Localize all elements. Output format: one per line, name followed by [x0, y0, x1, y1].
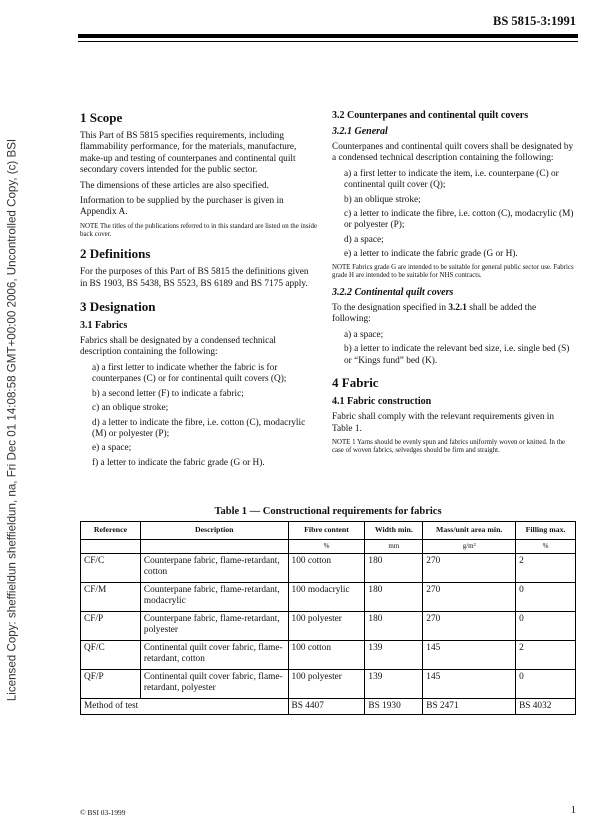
- right-column: [332, 110, 574, 462]
- fabrics-subheading: 3.1 Fabrics: [80, 320, 128, 332]
- list-item: e) a letter to indicate the fabric grade (G or H).: [344, 249, 518, 260]
- column-header: Fibre content: [288, 522, 365, 540]
- requirements-table: [80, 521, 576, 715]
- general-paragraph: Counterpanes and continental quilt covers shall be designated by a condensed technical description containing the following:: [332, 142, 574, 164]
- scope-paragraph-2: The dimensions of these articles are also specified.: [80, 180, 269, 191]
- list-item: a) a first letter to indicate the item, i.e. counterpane (C) or continental quilt cover (Q);: [344, 168, 559, 191]
- table-cell: 270: [423, 554, 516, 583]
- table-cell: 100 cotton: [288, 641, 365, 670]
- column-header: Reference: [81, 522, 141, 540]
- table-cell: 139: [365, 641, 423, 670]
- table-cell: BS 4407: [288, 699, 365, 715]
- list-item: c) a letter to indicate the fibre, i.e. cotton (C), modacrylic (M) or polyester (P);: [344, 209, 574, 231]
- column-header: Mass/unit area min.: [423, 522, 516, 540]
- table-cell: QF/C: [81, 641, 141, 670]
- table-cell: 0: [516, 612, 576, 641]
- watermark-text: Licensed Copy: sheffieldun sheffieldun, na, Fri Dec 01 14:08:58 GMT+00:00 2006, Uncontrolled Copy, (c) BSI: [5, 138, 19, 702]
- list-item: b) a letter to indicate the relevant bed size, i.e. single bed (S) or “Kings fund” bed (K).: [344, 344, 570, 366]
- scope-heading: 1 Scope: [80, 110, 123, 125]
- list-item: b) an oblique stroke;: [344, 194, 421, 205]
- table-cell: BS 2471: [423, 699, 516, 715]
- unit-cell: [81, 540, 141, 554]
- table-row: [81, 641, 576, 670]
- table-cell: Counterpane fabric, flame-retardant, cotton: [140, 554, 288, 583]
- list-item: b) a second letter (F) to indicate a fabric;: [92, 388, 244, 399]
- copyright-footer: © BSI 03-1999: [80, 808, 126, 817]
- column-header: Description: [140, 522, 288, 540]
- document-code: BS 5815-3:1991: [493, 14, 576, 28]
- method-of-test-row: [81, 699, 576, 715]
- list-item: d) a letter to indicate the fibre, i.e. cotton (C), modacrylic (M) or polyester (P);: [92, 417, 306, 439]
- table-cell: 145: [423, 670, 516, 699]
- scope-paragraph-1: This Part of BS 5815 specifies requirements, including flammability performance, for the materials, manufacture, make-up and testing of counterpanes and continental quilt secondary covers intended for the public sector.: [80, 131, 297, 176]
- fabric-heading: 4 Fabric: [332, 375, 379, 391]
- page-number: 1: [570, 805, 576, 816]
- list-item: c) an oblique stroke;: [92, 403, 169, 414]
- covers-heading: 3.2 Counterpanes and continental quilt covers: [332, 110, 529, 121]
- table-header-row: [81, 522, 576, 540]
- unit-cell: %: [288, 540, 365, 554]
- table-cell: Counterpane fabric, flame-retardant, modacrylic: [140, 583, 288, 612]
- scope-paragraph-3: Information to be supplied by the purchaser is given in Appendix A.: [80, 196, 284, 218]
- table-cell: 180: [365, 583, 423, 612]
- table-cell: CF/C: [81, 554, 141, 583]
- header-rule-thick: [78, 34, 578, 38]
- table-cell: Method of test: [81, 699, 289, 715]
- table-cell: 180: [365, 554, 423, 583]
- table-cell: Counterpane fabric, flame-retardant, polyester: [140, 612, 288, 641]
- table-cell: 145: [423, 641, 516, 670]
- fabric-note: NOTE 1 Yarns should be evenly spun and fabrics uniformly woven or knitted. In the case of woven fabrics, selvedges should be firm and straight.: [332, 438, 566, 455]
- definitions-paragraph: For the purposes of this Part of BS 5815 the definitions given in BS 1903, BS 5438, BS 5523, BS 6189 and BS 7175 apply.: [80, 267, 309, 289]
- table-cell: 0: [516, 670, 576, 699]
- table-title: Table 1 — Constructional requirements for fabrics: [214, 506, 442, 517]
- unit-cell: %: [516, 540, 576, 554]
- unit-cell: g/m²: [423, 540, 516, 554]
- list-item: a) a space;: [344, 329, 384, 340]
- table-row: [81, 554, 576, 583]
- list-item: a) a first letter to indicate whether the fabric is for counterpanes (C) or for continental quilt covers (Q);: [92, 362, 287, 385]
- list-item: f) a letter to indicate the fabric grade (G or H).: [92, 457, 265, 468]
- table-cell: 0: [516, 583, 576, 612]
- table-cell: 2: [516, 641, 576, 670]
- unit-cell: mm: [365, 540, 423, 554]
- table-cell: 270: [423, 583, 516, 612]
- table-cell: CF/P: [81, 612, 141, 641]
- left-column: [80, 110, 318, 472]
- column-header: Filling max.: [516, 522, 576, 540]
- header-rule-thin: [78, 41, 578, 42]
- quilt-covers-subheading: 3.2.2 Continental quilt covers: [332, 287, 454, 299]
- table-units-row: [81, 540, 576, 554]
- designation-heading: 3 Designation: [80, 299, 156, 315]
- table-cell: CF/M: [81, 583, 141, 612]
- table-cell: 100 modacrylic: [288, 583, 365, 612]
- quilt-covers-paragraph: To the designation specified in 3.2.1 shall be added the following:: [332, 303, 537, 325]
- column-header: Width min.: [365, 522, 423, 540]
- table-cell: 139: [365, 670, 423, 699]
- table-row: [81, 670, 576, 699]
- table-row: [81, 583, 576, 612]
- table-cell: 100 polyester: [288, 612, 365, 641]
- table-cell: 100 polyester: [288, 670, 365, 699]
- table-cell: Continental quilt cover fabric, flame-retardant, polyester: [140, 670, 288, 699]
- table-cell: BS 1930: [365, 699, 423, 715]
- fabric-construction-paragraph: Fabric shall comply with the relevant requirements given in Table 1.: [332, 412, 555, 434]
- definitions-heading: 2 Definitions: [80, 246, 151, 262]
- grade-note: NOTE Fabrics grade G are intended to be suitable for general public sector use. Fabrics grade H are intended to be suitable for NHS contracts.: [332, 263, 574, 279]
- table-cell: 180: [365, 612, 423, 641]
- table-cell: BS 4032: [516, 699, 576, 715]
- table-cell: Continental quilt cover fabric, flame-retardant, cotton: [140, 641, 288, 670]
- table-cell: 100 cotton: [288, 554, 365, 583]
- list-item: e) a space;: [92, 443, 132, 454]
- table-row: [81, 612, 576, 641]
- table-cell: QF/P: [81, 670, 141, 699]
- scope-note: NOTE The titles of the publications referred to in this standard are listed on the inside back cover.: [80, 222, 317, 239]
- unit-cell: [140, 540, 288, 554]
- fabric-construction-subheading: 4.1 Fabric construction: [332, 396, 432, 408]
- general-subheading: 3.2.1 General: [332, 126, 388, 137]
- table-cell: 270: [423, 612, 516, 641]
- list-item: d) a space;: [344, 234, 384, 245]
- fabrics-paragraph: Fabrics shall be designated by a condensed technical description containing the following:: [80, 336, 276, 358]
- table-cell: 2: [516, 554, 576, 583]
